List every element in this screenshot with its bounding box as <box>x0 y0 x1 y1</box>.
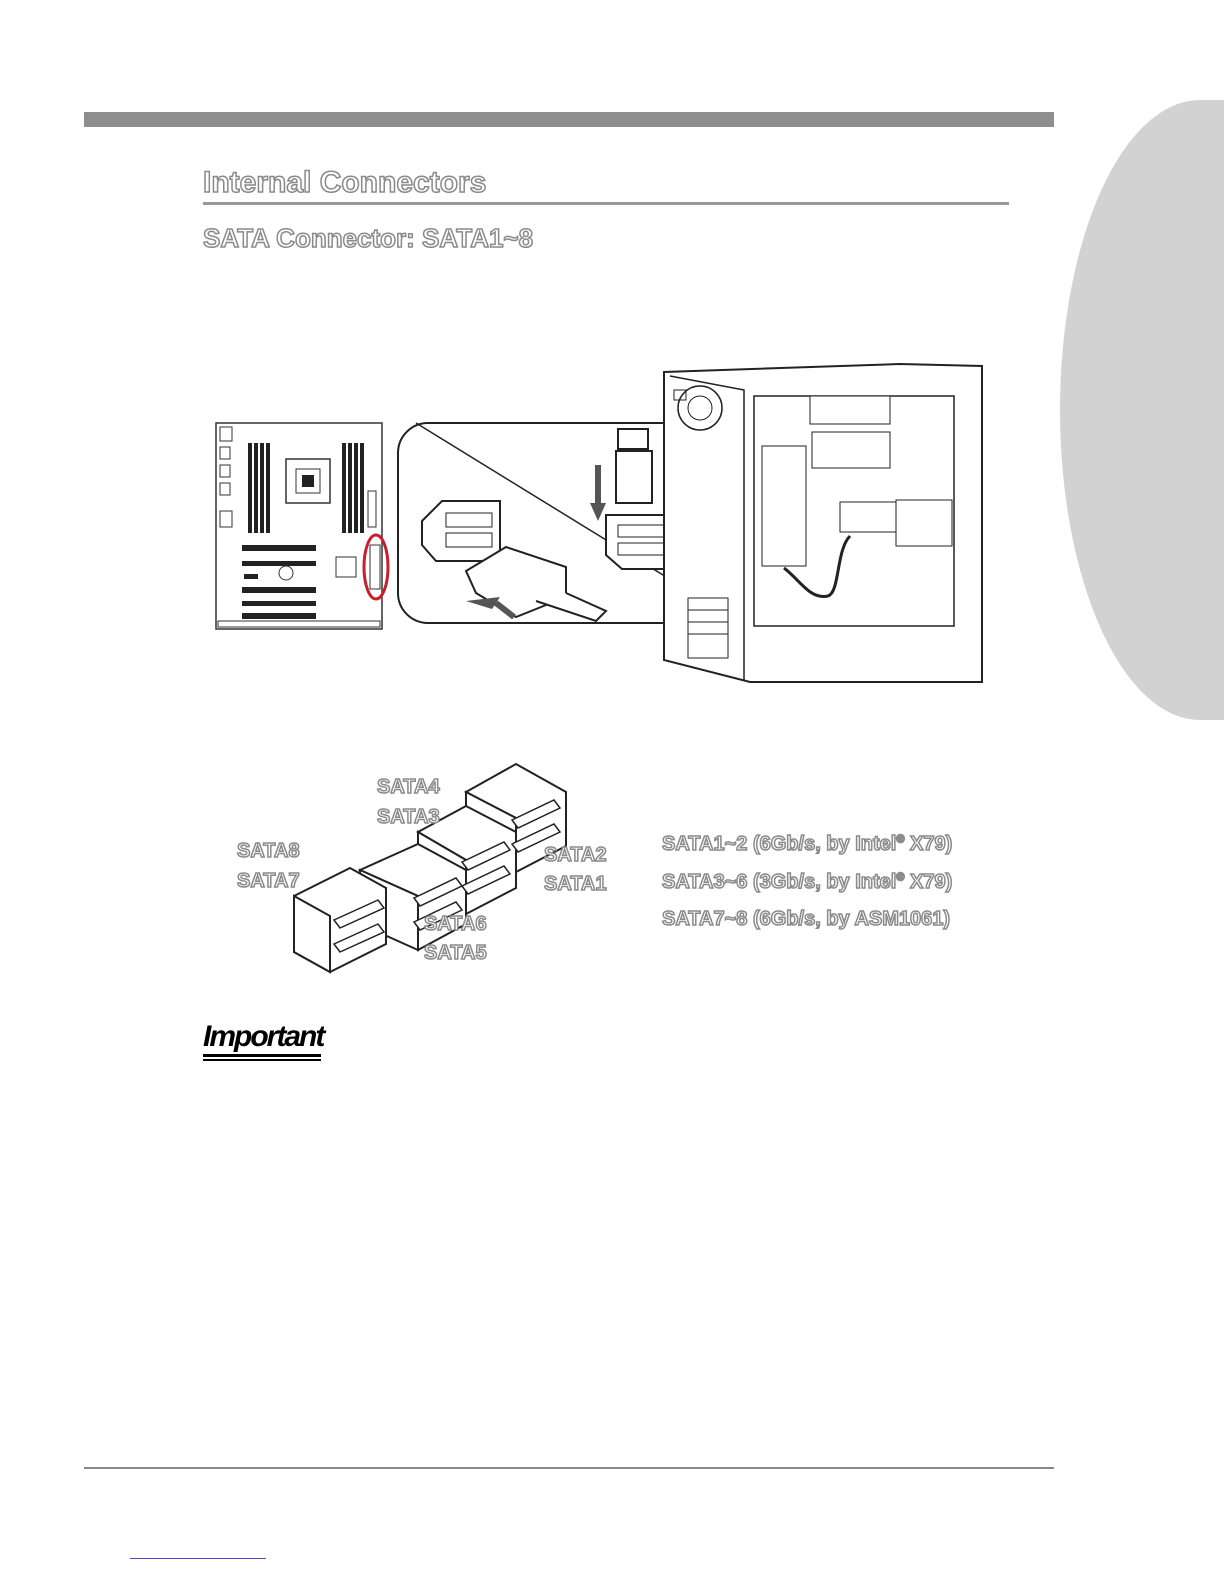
motherboard-illustration <box>214 421 394 633</box>
important-heading: Important <box>203 1020 324 1053</box>
important-underline-2 <box>203 1059 321 1061</box>
sub-title: SATA Connector: SATA1~8 <box>203 223 534 253</box>
sata2-label: SATA2 <box>544 844 607 866</box>
sata1-label: SATA1 <box>544 873 607 895</box>
important-underline <box>203 1054 321 1057</box>
spec-sata1-2: SATA1~2 (6Gb/s, by Intel® X79) <box>662 833 953 855</box>
chapter-side-tab <box>1060 100 1224 720</box>
pc-case-illustration <box>660 360 986 690</box>
sata4-label: SATA4 <box>377 776 440 798</box>
footer-link-underline <box>130 1558 266 1559</box>
sata5-label: SATA5 <box>424 942 487 964</box>
section-title: Internal Connectors <box>203 166 487 199</box>
sata6-label: SATA6 <box>424 913 487 935</box>
sata3-label: SATA3 <box>377 806 440 828</box>
spec-sata3-6: SATA3~6 (3Gb/s, by Intel® X79) <box>662 871 953 893</box>
sata7-label: SATA7 <box>237 870 300 892</box>
spec-sata7-8: SATA7~8 (6Gb/s, by ASM1061) <box>662 908 951 930</box>
sata8-label: SATA8 <box>237 840 300 862</box>
footer-rule <box>84 1467 1054 1469</box>
header-bar <box>84 112 1054 127</box>
title-underline <box>203 202 1009 205</box>
